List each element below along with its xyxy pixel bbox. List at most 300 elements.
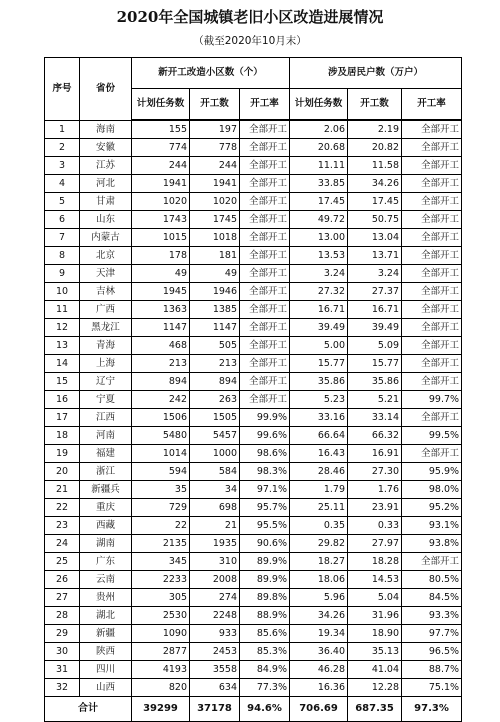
row-planned-communities: 345 <box>132 553 190 571</box>
row-rate-communities: 97.1% <box>240 481 290 499</box>
table-row <box>45 643 462 661</box>
row-planned-households: 5.23 <box>290 391 348 409</box>
row-rate-communities: 全部开工 <box>240 211 290 229</box>
row-rate-households: 96.5% <box>402 643 462 661</box>
row-started-communities: 5457 <box>190 427 240 445</box>
row-index: 23 <box>45 517 80 535</box>
row-province: 重庆 <box>80 499 132 517</box>
row-index: 4 <box>45 175 80 193</box>
row-province: 宁夏 <box>80 391 132 409</box>
table-row <box>45 247 462 265</box>
row-planned-households: 13.00 <box>290 229 348 247</box>
row-rate-communities: 99.9% <box>240 409 290 427</box>
row-planned-communities: 1743 <box>132 211 190 229</box>
row-province: 四川 <box>80 661 132 679</box>
table-row <box>45 211 462 229</box>
row-started-communities: 894 <box>190 373 240 391</box>
row-rate-households: 98.0% <box>402 481 462 499</box>
row-started-households: 33.14 <box>348 409 402 427</box>
row-planned-households: 0.35 <box>290 517 348 535</box>
header-index: 序号 <box>45 58 80 121</box>
row-rate-households: 93.3% <box>402 607 462 625</box>
row-started-households: 23.91 <box>348 499 402 517</box>
row-rate-households: 全部开工 <box>402 265 462 283</box>
header-group-communities: 新开工改造小区数（个） <box>132 58 290 89</box>
row-started-households: 35.13 <box>348 643 402 661</box>
row-started-households: 12.28 <box>348 679 402 697</box>
table-row <box>45 175 462 193</box>
total-label: 合计 <box>45 697 132 722</box>
row-started-households: 5.04 <box>348 589 402 607</box>
row-planned-households: 66.64 <box>290 427 348 445</box>
row-started-households: 5.09 <box>348 337 402 355</box>
row-started-households: 50.75 <box>348 211 402 229</box>
row-planned-communities: 1506 <box>132 409 190 427</box>
row-index: 30 <box>45 643 80 661</box>
row-planned-communities: 1014 <box>132 445 190 463</box>
row-rate-households: 全部开工 <box>402 211 462 229</box>
row-planned-households: 33.16 <box>290 409 348 427</box>
row-index: 18 <box>45 427 80 445</box>
header-started-communities: 开工数 <box>190 89 240 121</box>
row-planned-communities: 2530 <box>132 607 190 625</box>
row-rate-communities: 全部开工 <box>240 193 290 211</box>
row-planned-households: 35.86 <box>290 373 348 391</box>
row-rate-communities: 98.6% <box>240 445 290 463</box>
row-province: 湖南 <box>80 535 132 553</box>
table-row <box>45 625 462 643</box>
table-row <box>45 120 462 139</box>
row-rate-households: 95.2% <box>402 499 462 517</box>
row-rate-households: 97.7% <box>402 625 462 643</box>
row-planned-communities: 35 <box>132 481 190 499</box>
row-planned-households: 1.79 <box>290 481 348 499</box>
row-province: 新疆兵 <box>80 481 132 499</box>
row-index: 10 <box>45 283 80 301</box>
row-planned-households: 28.46 <box>290 463 348 481</box>
row-started-households: 27.97 <box>348 535 402 553</box>
row-started-communities: 274 <box>190 589 240 607</box>
row-rate-households: 全部开工 <box>402 283 462 301</box>
row-index: 6 <box>45 211 80 229</box>
row-rate-households: 全部开工 <box>402 553 462 571</box>
table-row <box>45 499 462 517</box>
row-rate-communities: 全部开工 <box>240 247 290 265</box>
row-planned-households: 18.27 <box>290 553 348 571</box>
row-started-households: 35.86 <box>348 373 402 391</box>
table-row <box>45 391 462 409</box>
row-started-communities: 2008 <box>190 571 240 589</box>
row-rate-households: 全部开工 <box>402 247 462 265</box>
row-province: 贵州 <box>80 589 132 607</box>
row-province: 内蒙古 <box>80 229 132 247</box>
row-index: 8 <box>45 247 80 265</box>
table-row <box>45 571 462 589</box>
row-started-communities: 1147 <box>190 319 240 337</box>
table-row <box>45 373 462 391</box>
row-planned-communities: 2877 <box>132 643 190 661</box>
row-index: 28 <box>45 607 80 625</box>
row-started-communities: 1000 <box>190 445 240 463</box>
row-rate-households: 全部开工 <box>402 193 462 211</box>
row-rate-households: 全部开工 <box>402 120 462 139</box>
row-started-households: 11.58 <box>348 157 402 175</box>
row-rate-households: 93.1% <box>402 517 462 535</box>
row-province: 河南 <box>80 427 132 445</box>
row-planned-households: 39.49 <box>290 319 348 337</box>
row-started-communities: 1385 <box>190 301 240 319</box>
row-planned-households: 49.72 <box>290 211 348 229</box>
row-index: 16 <box>45 391 80 409</box>
row-planned-communities: 468 <box>132 337 190 355</box>
row-index: 20 <box>45 463 80 481</box>
row-province: 天津 <box>80 265 132 283</box>
row-index: 15 <box>45 373 80 391</box>
row-planned-households: 29.82 <box>290 535 348 553</box>
row-index: 7 <box>45 229 80 247</box>
row-started-communities: 1946 <box>190 283 240 301</box>
row-planned-communities: 1015 <box>132 229 190 247</box>
header-planned-households: 计划任务数 <box>290 89 348 121</box>
row-planned-households: 18.06 <box>290 571 348 589</box>
row-planned-households: 36.40 <box>290 643 348 661</box>
row-index: 14 <box>45 355 80 373</box>
page-title: 2020年全国城镇老旧小区改造进展情况 <box>116 8 384 26</box>
table-row <box>45 463 462 481</box>
table-row <box>45 319 462 337</box>
row-province: 山东 <box>80 211 132 229</box>
row-planned-communities: 774 <box>132 139 190 157</box>
row-planned-households: 16.71 <box>290 301 348 319</box>
row-rate-communities: 77.3% <box>240 679 290 697</box>
row-rate-communities: 全部开工 <box>240 373 290 391</box>
row-started-communities: 213 <box>190 355 240 373</box>
row-rate-communities: 全部开工 <box>240 391 290 409</box>
table-row <box>45 589 462 607</box>
row-rate-communities: 全部开工 <box>240 229 290 247</box>
row-rate-households: 80.5% <box>402 571 462 589</box>
row-index: 29 <box>45 625 80 643</box>
row-planned-communities: 729 <box>132 499 190 517</box>
row-rate-communities: 全部开工 <box>240 301 290 319</box>
row-rate-households: 93.8% <box>402 535 462 553</box>
row-planned-communities: 2135 <box>132 535 190 553</box>
row-started-households: 15.77 <box>348 355 402 373</box>
row-rate-communities: 全部开工 <box>240 157 290 175</box>
row-rate-households: 全部开工 <box>402 301 462 319</box>
table-row <box>45 157 462 175</box>
row-started-communities: 197 <box>190 120 240 139</box>
row-started-communities: 1941 <box>190 175 240 193</box>
row-planned-households: 13.53 <box>290 247 348 265</box>
row-rate-households: 全部开工 <box>402 409 462 427</box>
row-started-households: 16.71 <box>348 301 402 319</box>
row-province: 黑龙江 <box>80 319 132 337</box>
total-planned-communities: 39299 <box>132 697 190 722</box>
row-province: 北京 <box>80 247 132 265</box>
header-group-households: 涉及居民户数（万户） <box>290 58 462 89</box>
row-planned-communities: 1941 <box>132 175 190 193</box>
row-started-households: 2.19 <box>348 120 402 139</box>
row-planned-communities: 213 <box>132 355 190 373</box>
table-row <box>45 535 462 553</box>
row-rate-communities: 95.7% <box>240 499 290 517</box>
row-rate-households: 99.5% <box>402 427 462 445</box>
row-province: 上海 <box>80 355 132 373</box>
header-started-households: 开工数 <box>348 89 402 121</box>
table-row <box>45 355 462 373</box>
row-province: 江西 <box>80 409 132 427</box>
row-started-households: 20.82 <box>348 139 402 157</box>
row-rate-communities: 全部开工 <box>240 355 290 373</box>
table-row <box>45 283 462 301</box>
row-planned-households: 5.96 <box>290 589 348 607</box>
row-rate-communities: 84.9% <box>240 661 290 679</box>
row-started-households: 1.76 <box>348 481 402 499</box>
page-subtitle: （截至2020年10月末） <box>193 35 307 47</box>
row-planned-communities: 22 <box>132 517 190 535</box>
row-province: 湖北 <box>80 607 132 625</box>
row-planned-communities: 5480 <box>132 427 190 445</box>
table-row <box>45 445 462 463</box>
table-row <box>45 409 462 427</box>
row-planned-households: 46.28 <box>290 661 348 679</box>
row-planned-households: 17.45 <box>290 193 348 211</box>
row-planned-communities: 594 <box>132 463 190 481</box>
row-rate-households: 全部开工 <box>402 355 462 373</box>
row-started-households: 39.49 <box>348 319 402 337</box>
row-rate-households: 全部开工 <box>402 229 462 247</box>
header-province: 省份 <box>80 58 132 121</box>
row-rate-households: 全部开工 <box>402 319 462 337</box>
row-index: 26 <box>45 571 80 589</box>
row-index: 1 <box>45 120 80 139</box>
total-rate-communities: 94.6% <box>240 697 290 722</box>
row-planned-households: 25.11 <box>290 499 348 517</box>
row-province: 河北 <box>80 175 132 193</box>
row-started-communities: 1745 <box>190 211 240 229</box>
row-started-communities: 698 <box>190 499 240 517</box>
row-started-households: 31.96 <box>348 607 402 625</box>
row-planned-households: 2.06 <box>290 120 348 139</box>
row-planned-communities: 1147 <box>132 319 190 337</box>
row-rate-households: 全部开工 <box>402 337 462 355</box>
total-started-households: 687.35 <box>348 697 402 722</box>
row-rate-communities: 全部开工 <box>240 139 290 157</box>
row-planned-households: 15.77 <box>290 355 348 373</box>
row-province: 新疆 <box>80 625 132 643</box>
row-started-households: 14.53 <box>348 571 402 589</box>
row-rate-communities: 99.6% <box>240 427 290 445</box>
row-index: 19 <box>45 445 80 463</box>
row-rate-communities: 85.6% <box>240 625 290 643</box>
row-province: 云南 <box>80 571 132 589</box>
row-index: 17 <box>45 409 80 427</box>
table-row <box>45 553 462 571</box>
row-planned-households: 16.36 <box>290 679 348 697</box>
table-row <box>45 337 462 355</box>
row-planned-communities: 1090 <box>132 625 190 643</box>
row-rate-households: 95.9% <box>402 463 462 481</box>
row-planned-households: 34.26 <box>290 607 348 625</box>
row-started-communities: 310 <box>190 553 240 571</box>
row-index: 31 <box>45 661 80 679</box>
row-started-communities: 778 <box>190 139 240 157</box>
row-rate-communities: 98.3% <box>240 463 290 481</box>
row-planned-households: 33.85 <box>290 175 348 193</box>
row-index: 13 <box>45 337 80 355</box>
row-started-households: 27.37 <box>348 283 402 301</box>
row-index: 27 <box>45 589 80 607</box>
row-started-communities: 34 <box>190 481 240 499</box>
total-started-communities: 37178 <box>190 697 240 722</box>
row-rate-households: 75.1% <box>402 679 462 697</box>
row-rate-communities: 全部开工 <box>240 120 290 139</box>
row-rate-communities: 全部开工 <box>240 265 290 283</box>
table-row <box>45 193 462 211</box>
table-row <box>45 607 462 625</box>
row-planned-communities: 242 <box>132 391 190 409</box>
header-rate-households: 开工率 <box>402 89 462 121</box>
row-started-households: 18.28 <box>348 553 402 571</box>
row-index: 3 <box>45 157 80 175</box>
row-planned-communities: 178 <box>132 247 190 265</box>
row-rate-communities: 89.9% <box>240 553 290 571</box>
table-row <box>45 679 462 697</box>
row-province: 吉林 <box>80 283 132 301</box>
row-started-households: 13.04 <box>348 229 402 247</box>
row-started-households: 27.30 <box>348 463 402 481</box>
row-started-communities: 181 <box>190 247 240 265</box>
row-rate-households: 全部开工 <box>402 373 462 391</box>
progress-table <box>44 57 462 722</box>
row-started-communities: 49 <box>190 265 240 283</box>
row-started-households: 0.33 <box>348 517 402 535</box>
row-province: 广东 <box>80 553 132 571</box>
row-planned-households: 3.24 <box>290 265 348 283</box>
row-started-communities: 2453 <box>190 643 240 661</box>
row-started-communities: 505 <box>190 337 240 355</box>
row-started-communities: 21 <box>190 517 240 535</box>
row-planned-households: 27.32 <box>290 283 348 301</box>
table-row <box>45 517 462 535</box>
row-rate-communities: 全部开工 <box>240 337 290 355</box>
row-planned-communities: 155 <box>132 120 190 139</box>
row-planned-households: 5.00 <box>290 337 348 355</box>
row-rate-communities: 全部开工 <box>240 319 290 337</box>
row-started-households: 3.24 <box>348 265 402 283</box>
row-rate-communities: 85.3% <box>240 643 290 661</box>
row-index: 9 <box>45 265 80 283</box>
row-planned-communities: 894 <box>132 373 190 391</box>
row-rate-households: 84.5% <box>402 589 462 607</box>
row-started-communities: 2248 <box>190 607 240 625</box>
row-started-communities: 1018 <box>190 229 240 247</box>
row-province: 陕西 <box>80 643 132 661</box>
row-province: 山西 <box>80 679 132 697</box>
header-planned-communities: 计划任务数 <box>132 89 190 121</box>
row-started-households: 66.32 <box>348 427 402 445</box>
row-planned-communities: 305 <box>132 589 190 607</box>
table-row <box>45 229 462 247</box>
row-started-households: 18.90 <box>348 625 402 643</box>
row-index: 22 <box>45 499 80 517</box>
total-planned-households: 706.69 <box>290 697 348 722</box>
row-index: 11 <box>45 301 80 319</box>
row-started-households: 5.21 <box>348 391 402 409</box>
row-index: 2 <box>45 139 80 157</box>
row-province: 辽宁 <box>80 373 132 391</box>
row-index: 32 <box>45 679 80 697</box>
row-rate-communities: 89.8% <box>240 589 290 607</box>
row-rate-households: 88.7% <box>402 661 462 679</box>
row-started-households: 16.91 <box>348 445 402 463</box>
row-province: 江苏 <box>80 157 132 175</box>
total-row <box>45 697 462 722</box>
row-started-communities: 3558 <box>190 661 240 679</box>
row-started-communities: 634 <box>190 679 240 697</box>
total-rate-households: 97.3% <box>402 697 462 722</box>
row-rate-communities: 88.9% <box>240 607 290 625</box>
row-planned-households: 16.43 <box>290 445 348 463</box>
row-province: 西藏 <box>80 517 132 535</box>
row-planned-communities: 4193 <box>132 661 190 679</box>
row-planned-communities: 1020 <box>132 193 190 211</box>
row-rate-households: 全部开工 <box>402 445 462 463</box>
row-started-households: 17.45 <box>348 193 402 211</box>
row-rate-households: 全部开工 <box>402 157 462 175</box>
table-row <box>45 265 462 283</box>
row-planned-communities: 2233 <box>132 571 190 589</box>
table-body <box>45 120 462 697</box>
row-rate-households: 全部开工 <box>402 139 462 157</box>
row-started-communities: 1505 <box>190 409 240 427</box>
row-province: 安徽 <box>80 139 132 157</box>
table-row <box>45 139 462 157</box>
header-rate-communities: 开工率 <box>240 89 290 121</box>
row-rate-households: 99.7% <box>402 391 462 409</box>
row-started-communities: 263 <box>190 391 240 409</box>
row-rate-communities: 全部开工 <box>240 283 290 301</box>
row-province: 青海 <box>80 337 132 355</box>
row-started-communities: 1020 <box>190 193 240 211</box>
row-index: 24 <box>45 535 80 553</box>
row-province: 浙江 <box>80 463 132 481</box>
row-province: 海南 <box>80 120 132 139</box>
row-index: 5 <box>45 193 80 211</box>
row-started-communities: 244 <box>190 157 240 175</box>
row-started-communities: 584 <box>190 463 240 481</box>
row-rate-communities: 全部开工 <box>240 175 290 193</box>
row-rate-communities: 89.9% <box>240 571 290 589</box>
row-planned-households: 11.11 <box>290 157 348 175</box>
row-planned-communities: 49 <box>132 265 190 283</box>
row-province: 甘肃 <box>80 193 132 211</box>
row-rate-households: 全部开工 <box>402 175 462 193</box>
row-index: 12 <box>45 319 80 337</box>
row-started-households: 41.04 <box>348 661 402 679</box>
row-planned-communities: 820 <box>132 679 190 697</box>
row-planned-communities: 1363 <box>132 301 190 319</box>
row-rate-communities: 95.5% <box>240 517 290 535</box>
row-started-households: 13.71 <box>348 247 402 265</box>
row-planned-communities: 244 <box>132 157 190 175</box>
table-row <box>45 661 462 679</box>
row-index: 21 <box>45 481 80 499</box>
row-planned-communities: 1945 <box>132 283 190 301</box>
row-started-households: 34.26 <box>348 175 402 193</box>
row-province: 福建 <box>80 445 132 463</box>
